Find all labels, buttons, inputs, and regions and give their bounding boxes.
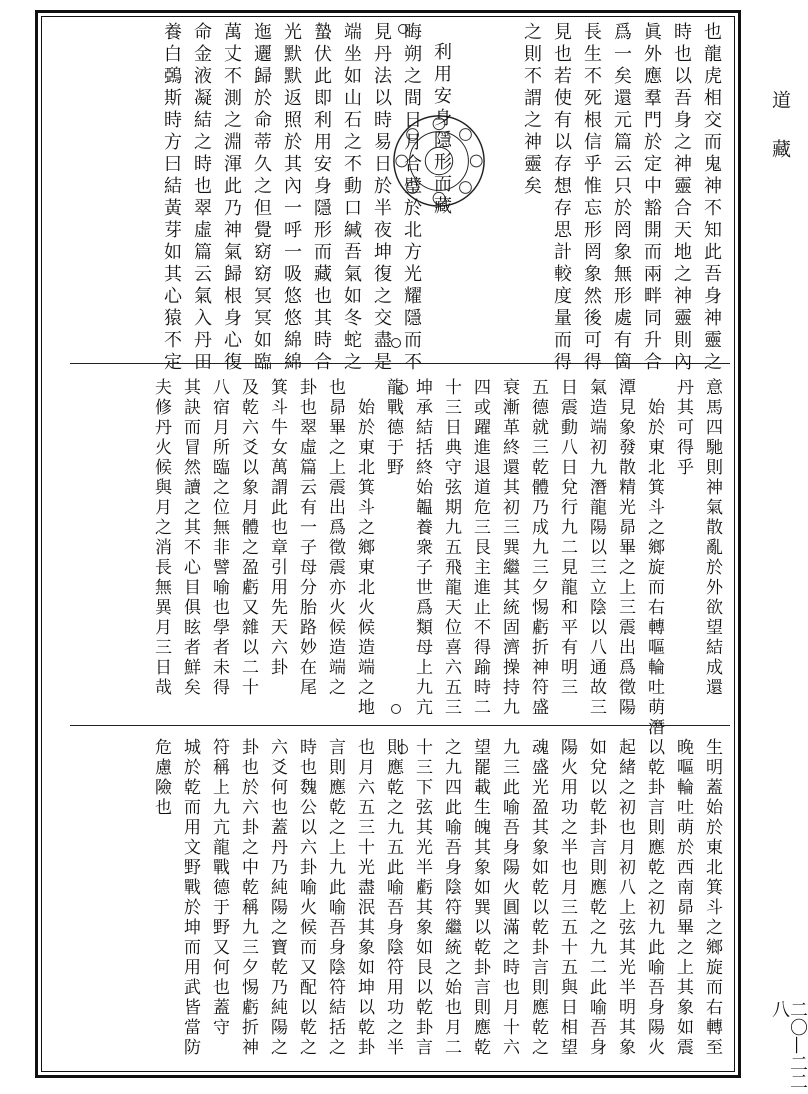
text-column — [485, 22, 510, 352]
text-column: 坤承結括終始韞養衆子世爲類母上九亢 — [412, 378, 432, 718]
text-column: 端坐如山石之不動口緘吾氣如冬蛇之 — [341, 22, 362, 374]
text-column: 之九四此喻吾身陰符繼統之始也月二 — [441, 738, 461, 1058]
text-column: 八宿月所臨之位無非譬喻也學者未得 — [209, 378, 229, 698]
text-column: 衰漸革終還其初三巽繼其統固濟操持九 — [499, 378, 519, 718]
text-column: 如兌以乾卦言則應乾之九二此喻吾身 — [586, 738, 606, 1058]
middle-register — [75, 378, 722, 738]
upper-register — [75, 22, 722, 374]
text-column: 其訣而冒然讀之其不心目俱眩者鮮矣 — [180, 378, 200, 698]
text-columns — [144, 738, 720, 1073]
text-column: 以乾卦言則應乾之初九此喻吾身陽火 — [644, 738, 664, 1058]
text-column: 日震動八日兌行九二見龍和平有明三 — [557, 378, 577, 698]
text-column: 九三此喻吾身陽火圓滿之時也月十六 — [499, 738, 519, 1058]
text-column: 六爻何也蓋丹乃純陽之寶乾乃純陽之 — [267, 738, 287, 1058]
text-column: 丹其可得乎 — [673, 378, 693, 478]
text-column: 卦也於六卦之中乾稱九三夕惕虧折神 — [238, 738, 258, 1058]
text-column: 生明蓋始於東北箕斗之鄉旋而右轉至 — [702, 738, 722, 1058]
text-columns — [155, 22, 722, 374]
text-column: 蟄伏此即利用安身隱形而藏也其時合 — [311, 22, 332, 374]
text-column: 養白鵶斯時方曰結黃芽如其心猿不定 — [161, 22, 182, 374]
text-column: 十三下弦其光半虧其象如艮以乾卦言 — [412, 738, 432, 1058]
text-column: 五德就三乾體乃成九三夕惕虧折神符盛 — [528, 378, 548, 718]
text-column: 長生不死根信乎惟忘形罔象然後可得 — [581, 22, 602, 374]
text-column: 氣造端初九潛龍陽以三立陰以八通故三 — [586, 378, 606, 718]
text-columns — [144, 378, 722, 738]
text-column: 四或躍進退道危三艮主進止不得踰時二 — [470, 378, 490, 718]
text-column: 意馬四馳則神氣散亂於外欲望結成還 — [702, 378, 722, 698]
text-column: 也龍虎相交而鬼神不知此吾身神靈之 — [701, 22, 722, 374]
text-column: 潭見象發散精光昴畢之上三震出爲徵陽 — [615, 378, 635, 718]
text-column: 望罷載生魄其象如巽以乾卦言則應乾 — [470, 738, 490, 1058]
register-divider-lower — [70, 725, 730, 726]
text-column: 晦朔之間日月合璧於北方光耀隱而不 — [401, 22, 422, 374]
text-column: 十三日典守弦期九五飛龍天位喜六五三 — [441, 378, 461, 718]
page-number: 二〇—二二八 — [769, 1000, 808, 1090]
text-column: 陽火用功之半也月三五十五與日相望 — [557, 738, 577, 1058]
section-heading: 利用安身隱形而藏 — [431, 42, 452, 218]
text-column: 晚嘔輪吐萌於西南昴畢之上其象如震 — [673, 738, 693, 1058]
text-column: 命金液凝結之時也翠虛篇云氣入丹田 — [191, 22, 212, 374]
text-column: 見丹法以時易日於半夜坤復之交盡是 — [371, 22, 392, 374]
text-column: 則應乾之九五此喻吾身陰符用功之半 — [383, 738, 403, 1058]
text-column: 見也若使有以存想存思計較度量而得 — [551, 22, 572, 374]
text-column: 符稱上九亢龍戰德于野又何也蓋守 — [209, 738, 229, 1038]
text-column: 光默默返照於其內一呼一吸悠悠綿綿 — [281, 22, 302, 374]
text-column: 始於東北箕斗之鄉旋而右轉嘔輪吐萌潛 — [644, 398, 664, 738]
text-column: 爲一矣還元篇云只於罔象無形處有箇 — [611, 22, 632, 374]
text-column: 言則應乾之上九此喻吾身陰符結括之 — [325, 738, 345, 1058]
text-column: 時也魏公以六卦喻火候而又配以乾之 — [296, 738, 316, 1058]
text-column: 之則不謂之神靈矣 — [521, 22, 542, 198]
text-column: 始於東北箕斗之鄉東北火候造端之地 — [354, 398, 374, 718]
text-column: 眞外應羣門於定中豁開而兩畔同升合 — [641, 22, 662, 374]
text-column: 危慮險也 — [151, 738, 171, 818]
text-column: 箕斗牛女萬謂此也章引用先天六卦 — [267, 378, 287, 678]
text-column: 萬丈不測之淵渾此乃神氣歸根身心復 — [221, 22, 242, 374]
text-column: 及乾六爻以象月體之盈虧又雜以二十 — [238, 378, 258, 698]
text-column: 也昴畢之上震出爲徵震亦火候造端之 — [325, 378, 345, 698]
text-column: 夫修丹火候與月之消長無異月三日哉 — [151, 378, 171, 698]
text-column: 也月六五三十光盡泯其象如坤以乾卦 — [354, 738, 374, 1058]
text-column — [455, 22, 480, 352]
text-column: 時也以吾身之神靈合天地之神靈則內 — [671, 22, 692, 374]
text-column: 迤邐歸於命蒂久之但覺窈窈冥冥如臨 — [251, 22, 272, 374]
text-column: 城於乾而用文野戰於坤而用武皆當防 — [180, 738, 200, 1058]
text-column: 卦也翠虛篇云有一子母分胎路妙在尾 — [296, 378, 316, 698]
lower-register — [75, 738, 720, 1073]
text-column: 龍戰德于野 — [383, 378, 403, 478]
margin-title: 道藏 — [769, 90, 791, 188]
text-column: 魂盛光盈其象如乾以乾卦言則應乾之 — [528, 738, 548, 1058]
text-column: 起緒之初也月初八上弦其光半明其象 — [615, 738, 635, 1058]
